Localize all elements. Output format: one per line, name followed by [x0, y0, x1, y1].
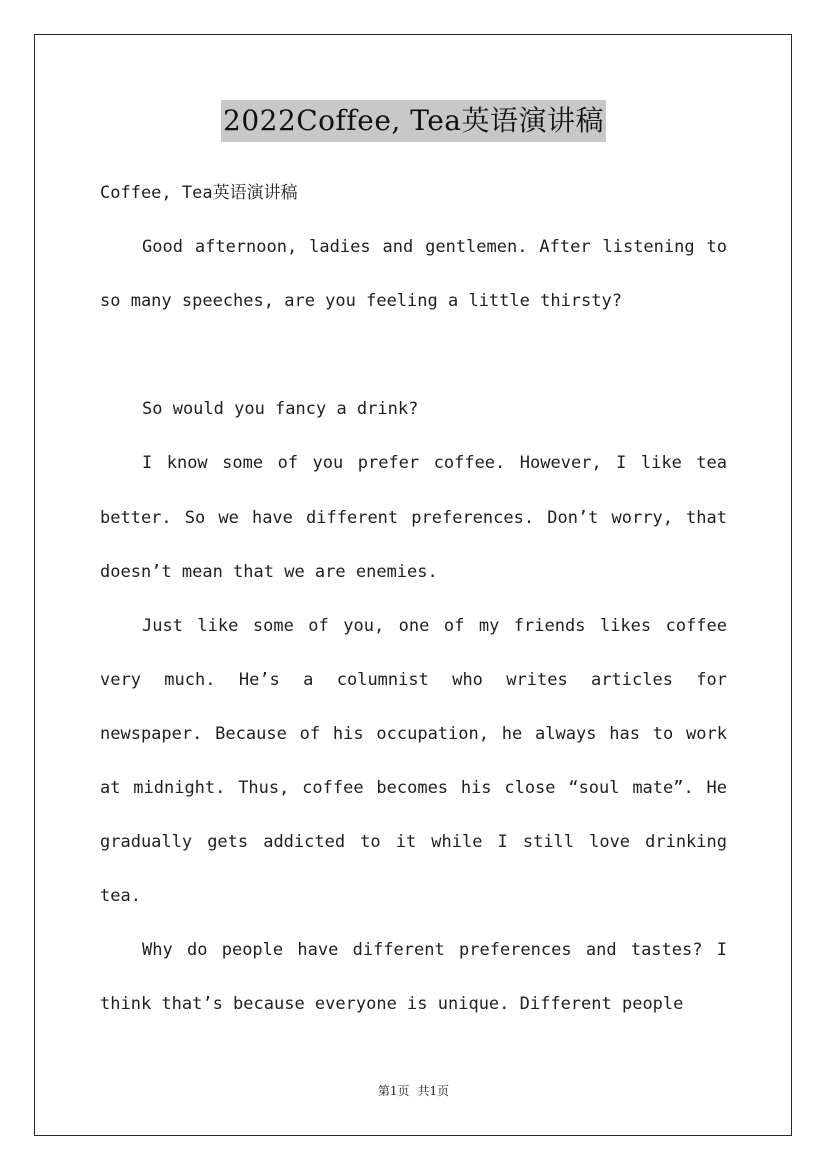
page-total: 共1页: [417, 1084, 450, 1098]
document-subtitle: Coffee, Tea英语演讲稿: [100, 183, 298, 203]
paragraph-preferences: I know some of you prefer coffee. However, I like tea better. So we have different preferences. Don’t worry, that doesn’t mean that we are enemies.: [100, 453, 727, 582]
document-body: [100, 166, 727, 1032]
paragraph-why-different: Why do people have different preferences and tastes? I think that’s because everyone is unique. Different people: [100, 940, 727, 1015]
document-title: 2022Coffee, Tea英语演讲稿: [221, 100, 606, 142]
page-footer: [0, 1082, 827, 1099]
page-number: 第1页: [377, 1084, 410, 1098]
paragraph-friend-coffee: Just like some of you, one of my friends likes coffee very much. He’s a columnist who writes articles for newspaper. Because of his occupation, he always has to work at midnight. Thus, coffee becomes his close “soul mate”. He gradually gets addicted to it while I still love drinking tea.: [100, 615, 727, 907]
paragraph-drink-question: So would you fancy a drink?: [142, 399, 419, 420]
blank-line: [100, 328, 727, 382]
paragraph-greeting: Good afternoon, ladies and gentlemen. After listening to so many speeches, are you feeling a little thirsty?: [100, 237, 727, 312]
title-container: [0, 100, 827, 142]
